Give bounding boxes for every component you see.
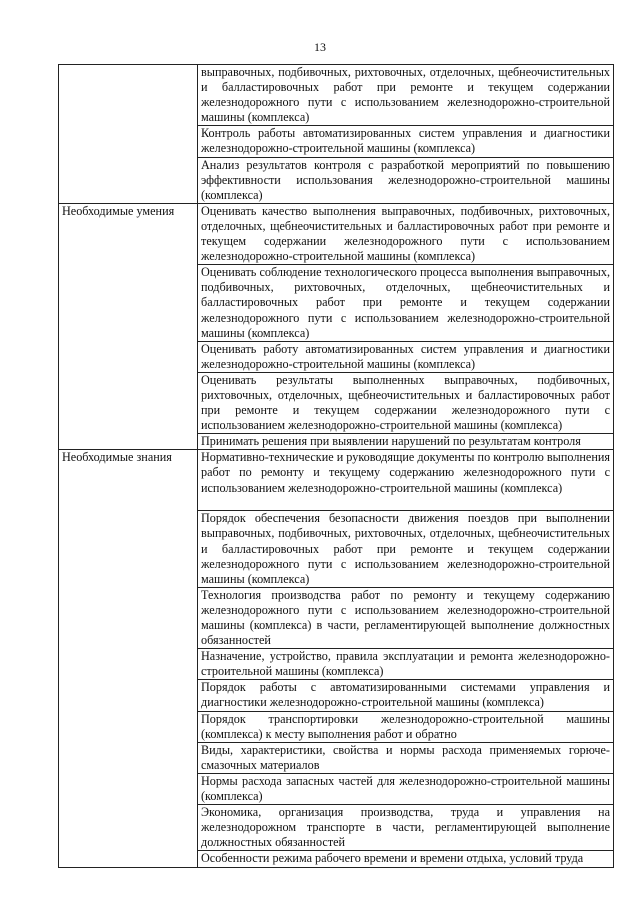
row-label: [59, 65, 198, 204]
table-cell: Оценивать качество выполнения выправочных, подбивочных, рихтовочных, отделочных, щебнеочистительных и балластировочных работ при ремонте и текущем содержании железнодорожного пути с использованием железнодорожно-строительной машины (комплекса): [198, 203, 614, 264]
table-cell: Анализ результатов контроля с разработкой мероприятий по повышению эффективности использования железнодорожно-строительной машины (комплекса): [198, 157, 614, 203]
table-cell: выправочных, подбивочных, рихтовочных, отделочных, щебнеочистительных и балластировочных работ при ремонте и текущем содержании железнодорожного пути с использованием железнодорожно-строительной машины (комплекса): [198, 65, 614, 126]
table-cell: Оценивать соблюдение технологического процесса выполнения выправочных, подбивочных, рихтовочных, отделочных, щебнеочистительных и балластировочных работ при ремонте и текущем содержании железнодорожного пути с использованием железнодорожно-строительной машины (комплекса): [198, 265, 614, 341]
table-cell: Порядок обеспечения безопасности движения поездов при выполнении выправочных, подбивочных, рихтовочных, отделочных, щебнеочистительных и балластировочных работ при ремонте и текущем содержании железнодорожного пути с использованием железнодорожно-строительной машины (комплекса): [198, 511, 614, 587]
competency-table: [58, 64, 614, 868]
table-cell: Нормативно-технические и руководящие документы по контролю выполнения работ по ремонту и текущему содержанию железнодорожного пути с использованием железнодорожно-строительной машины (комплекса): [198, 450, 614, 511]
table-cell: Оценивать работу автоматизированных систем управления и диагностики железнодорожно-строительной машины (комплекса): [198, 341, 614, 372]
table-cell: Порядок транспортировки железнодорожно-строительной машины (комплекса) к месту выполнения работ и обратно: [198, 711, 614, 742]
table-row: [59, 65, 614, 126]
table-row: [59, 203, 614, 264]
table-cell: Оценивать результаты выполненных выправочных, подбивочных, рихтовочных, отделочных, щебнеочистительных и балластировочных работ при ремонте и текущем содержании железнодорожного пути с использованием железнодорожно-строительной машины (комплекса): [198, 372, 614, 433]
table-cell: Порядок работы с автоматизированными системами управления и диагностики железнодорожно-строительной машины (комплекса): [198, 680, 614, 711]
table-row: [59, 450, 614, 511]
table-cell: Особенности режима рабочего времени и времени отдыха, условий труда: [198, 851, 614, 867]
table-cell: Экономика, организация производства, труда и управления на железнодорожном транспорте в части, регламентирующей выполнение должностных обязанностей: [198, 805, 614, 851]
table-cell: Виды, характеристики, свойства и нормы расхода применяемых горюче-смазочных материалов: [198, 742, 614, 773]
section-label-knowledge: Необходимые знания: [59, 450, 198, 867]
table-cell: Технология производства работ по ремонту и текущему содержанию железнодорожного пути с использованием железнодорожно-строительной машины (комплекса) в части, регламентирующей выполнение должностных обязанностей: [198, 587, 614, 648]
table-cell: Нормы расхода запасных частей для железнодорожно-строительной машины (комплекса): [198, 773, 614, 804]
section-label-skills: Необходимые умения: [59, 203, 198, 450]
table-cell: Назначение, устройство, правила эксплуатации и ремонта железнодорожно-строительной машины (комплекса): [198, 649, 614, 680]
table-cell: Контроль работы автоматизированных систем управления и диагностики железнодорожно-строительной машины (комплекса): [198, 126, 614, 157]
page-number: 13: [314, 40, 326, 54]
table-cell: Принимать решения при выявлении нарушений по результатам контроля: [198, 434, 614, 450]
